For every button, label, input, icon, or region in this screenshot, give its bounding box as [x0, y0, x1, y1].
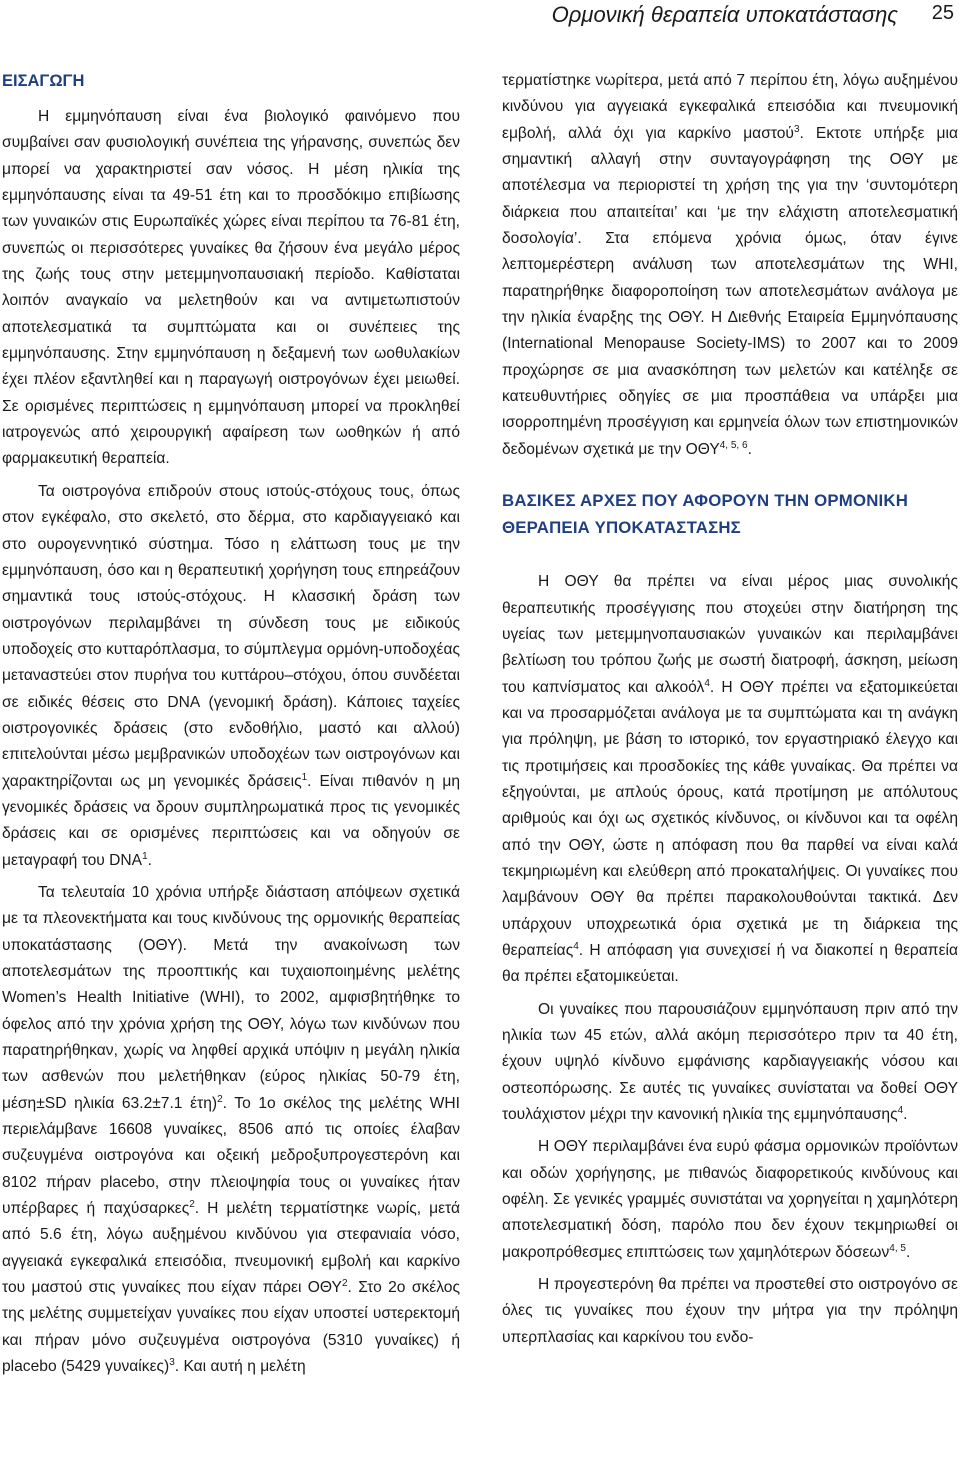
- reference-marker: 4: [704, 677, 710, 689]
- paragraph: Οι γυναίκες που παρουσιάζουν εμμηνόπαυση πριν από την ηλικία των 45 ετών, αλλά ακόμη περισσότερο πριν τα 40 έτη, έχουν υψηλό κίνδυνο εμφάνισης καρδιαγγειακής νόσου και οστεοπόρωσης. Σε αυτές τις γυναίκες συνίσταται να δοθεί ΟΘΥ τουλάχιστον μέχρι την κανονική ηλικία της εμμηνόπαυσης$^4$.: [502, 1000, 958, 1124]
- right-column: [502, 68, 958, 1351]
- reference-marker: 4, 5: [889, 1242, 906, 1254]
- section-heading-principles: ΒΑΣΙΚΕΣ ΑΡΧΕΣ ΠΟΥ ΑΦΟΡΟΥΝ ΤΗΝ ΟΡΜΟΝΙΚΗ ΘΕΡΑΠΕΙΑ ΥΠΟΚΑΤΑΣΤΑΣΗΣ: [502, 491, 909, 538]
- paragraph: Τα οιστρογόνα επιδρούν στους ιστούς-στόχους τους, όπως στον εγκέφαλο, στο σκελετό, στο δέρμα, στο καρδιαγγειακό και στο ουρογεννητικό σύστημα. Τόσο η ελάττωση τους με την εμμηνόπαυση, όσο και η θεραπευτική χορήγηση τους επηρεάζουν σημαντικά τους ιστούς-στόχους. Η κλασσική δράση των οιστρογόνων περιλαμβάνει τη σύνδεση τους με ειδικούς υποδοχείς στο κυτταρόπλασμα, το σύμπλεγμα ορμόνη-υποδοχέας μεταναστεύει στον πυρήνα του κυττάρου–στόχου, όπου συνδέεται σε ειδικές θέσεις στο DNA (γενομική δράση). Κάποιες ταχείες οιστρογονικές δράσεις (στο ενδοθήλιο, μαστό και αλλού) επιτελούνται μέσω μεμβρανικών υποδοχέων των οιστρογόνων και χαρακτηρίζονται ως μη γενομικές δράσεις$^1$. Είναι πιθανόν η μη γενομικές δράσεις να δρουν συμπληρωματικά προς τις γενομικές δράσεις και σε ορισμένες περιπτώσεις και να οδηγούν σε μεταγραφή του DNA$^1$.: [2, 482, 460, 869]
- reference-marker: 4, 5, 6: [719, 439, 748, 451]
- reference-marker: 4: [573, 940, 579, 952]
- paragraph: Η εμμηνόπαυση είναι ένα βιολογικό φαινόμενο που συμβαίνει σαν φυσιολογική συνέπεια της γήρανσης, συνεπώς δεν μπορεί να χαρακτηριστεί σαν νόσος. Η μέση ηλικία της εμμηνόπαυσης είναι τα 49-51 έτη και το προσδόκιμο επιβίωσης των γυναικών στις Ευρωπαϊκές χώρες είναι περίπου τα 76-81 έτη, συνεπώς οι περισσότερες γυναίκες θα ζήσουν ένα μεγάλο μέρος της ζωής τους στην μετεμμηνοπαυσιακή περίοδο. Καθίσταται λοιπόν αναγκαίο να μελετηθούν και να αντιμετωπιστούν αποτελεσματικά τα συμπτώματα και οι συνέπειες της εμμηνόπαυσης. Στην εμμηνόπαυση η δεξαμενή των ωοθυλακίων έχει πλέον εξαντληθεί και η παραγωγή οιστρογόνων έχει μειωθεί. Σε ορισμένες περιπτώσεις η εμμηνόπαυση μπορεί να προκληθεί ιατρογενώς από χειρουργική αφαίρεση των ωοθηκών ή από φαρμακευτική θεραπεία.: [2, 108, 460, 468]
- paragraph: Η ΟΘΥ περιλαμβάνει ένα ευρύ φάσμα ορμονικών προϊόντων και οδών χορήγησης, με πιθανώς διαφορετικούς κινδύνους και οφέλη. Σε γενικές γραμμές συνιστάται να χορηγείται η χαμηλότερη αποτελεσματική δόση, παρόλο που δεν έχουν τεκμηριωθεί οι μακροπρόθεσμες επιπτώσεις των χαμηλότερων δόσεων$^{4, 5}$.: [502, 1138, 958, 1261]
- reference-marker: 4: [897, 1104, 904, 1116]
- reference-marker: 2: [217, 1093, 223, 1105]
- paragraph: Τα τελευταία 10 χρόνια υπήρξε διάσταση απόψεων σχετικά με τα πλεονεκτήματα και τους κινδύνους της ορμονικής θεραπείας υποκατάστασης (ΟΘΥ). Μετά την ανακοίνωση των αποτελεσμάτων της προοπτικής και τυχαιοποιημένης μελέτης Women’s Health Initiative (WHI), το 2002, αμφισβητήθηκε το όφελος από την χρόνια χρήση της ΟΘΥ, λόγω των κινδύνων που παρατηρήθηκαν, χωρίς να ληφθεί αρχικά υπόψιν η μεγάλη ηλικία των ασθενών που μελετήθηκαν (εύρος ηλικίας 50-79 έτη, μέση±SD ηλικία 63.2±7.1 έτη)$^2$. Το 1ο σκέλος της μελέτης WHI περιελάμβανε 16608 γυναίκες, 8506 από τις οποίες έλαβαν συζευγμένα οιστρογόνα και οξεική μεδροξυπρογεστερόνη και 8102 πήραν placebo, στην πλειοψηφία τους οι γυναίκες ήταν υπέρβαρες ή παχύσαρκες$^2$. Η μελέτη τερματίστηκε νωρίς, μετά από 5.6 έτη, λόγω αυξημένου κινδύνου για στεφανιαία νόσο, αγγειακά εγκεφαλικά επεισόδια, πνευμονική εμβολή και καρκίνο του μαστού στις γυναίκες που είχαν πάρει ΟΘΥ$^2$. Στο 2ο σκέλος της μελέτης συμμετείχαν γυναίκες που είχαν υποστεί υστερεκτομή και πήραν μόνο συζευγμένα οιστρογόνα (5310 γυναίκες) ή placebo (5429 γυναίκες)$^3$. Και αυτή η μελέτη: [2, 883, 460, 1376]
- paragraph: τερματίστηκε νωρίτερα, μετά από 7 περίπου έτη, λόγω αυξημένου κινδύνου για αγγειακά εγκεφαλικά επεισόδια και πνευμονική εμβολή, αλλά όχι για καρκίνο μαστού$^3$. Εκτοτε υπήρξε μια σημαντική αλλαγή στην συνταγογράφηση της ΟΘΥ με αποτέλεσμα να περιοριστεί τη χρήση της για την ‘συντομότερη διάρκεια που απαιτείται’ και ‘με την ελάχιστη αποτελεσματική δοσολογία’. Στα επόμενα χρόνια όμως, όταν έγινε λεπτομερέστερη ανάλυση των αποτελεσμάτων της WHI, παρατηρήθηκε διαφοροποίηση των αποτελεσμάτων ανάλογα με την ηλικία έναρξης της ΟΘΥ. Η Διεθνής Εταιρεία Εμμηνόπαυσης (International Menopause Society-IMS) το 2007 και το 2009 προχώρησε σε μια ανασκόπηση των μελετών και κατέληξε σε κατευθυντήριες οδηγίες σε μια προσπάθεια να υπάρξει μια ισορροπημένη προσέγγιση και ερμηνεία όλων των επιστημονικών δεδομένων σχετικά με την ΟΘΥ$^{4, 5, 6}$.: [502, 72, 958, 458]
- reference-marker: 2: [189, 1198, 195, 1210]
- paragraph: Η ΟΘΥ θα πρέπει να είναι μέρος μιας συνολικής θεραπευτικής προσέγγισης που στοχεύει στην διατήρηση της υγείας των μετεμμηνοπαυσιακών γυναικών και περιλαμβάνει βελτίωση του τρόπου ζωής με σωστή διατροφή, άσκηση, μείωση του καπνίσματος και αλκοόλ$^4$. Η ΟΘΥ πρέπει να εξατομικεύεται και να προσαρμόζεται ανάλογα με τα συμπτώματα και τη ανάγκη για πρόληψη, με βάση το ιστορικό, τον εργαστηριακό έλεγχο και τις προτιμήσεις και προσδοκίες της κάθε γυναίκας. Θα πρέπει να εξηγούνται, με απλούς όρους, κατά προτίμηση με απόλυτους αριθμούς και όχι ως σχετικός κίνδυνος, οι κίνδυνοι και τα οφέλη από την ΟΘΥ, ώστε η απόφαση που θα παρθεί να είναι καλά τεκμηριωμένη και ελεύθερη από προκαταλήψεις. Οι γυναίκες που λαμβάνουν ΟΘΥ θα πρέπει παρακολουθούνται τακτικά. Δεν υπάρχουν υποχρεωτικά όρια σχετικά με τη διάρκεια της θεραπείας$^4$. Η απόφαση για συνεχισεί ή να διακοπεί η θεραπεία θα πρέπει εξατομικεύεται.: [502, 573, 958, 986]
- running-title: Ορμονική θεραπεία υποκατάστασης: [551, 2, 898, 27]
- paragraph: Η προγεστερόνη θα πρέπει να προστεθεί στο οιστρογόνο σε όλες τις γυναίκες που έχουν την μήτρα για την πρόληψη υπερπλασίας και καρκίνου του ενδο-: [502, 1276, 958, 1346]
- reference-marker: 1: [301, 771, 308, 783]
- reference-marker: 1: [142, 850, 148, 862]
- reference-marker: 3: [793, 123, 800, 135]
- left-column: [2, 68, 460, 1381]
- running-header: [0, 0, 960, 36]
- page-number: 25: [931, 2, 954, 24]
- section-heading-introduction: ΕΙΣΑΓΩΓΗ: [2, 72, 85, 90]
- reference-marker: 3: [169, 1356, 175, 1368]
- reference-marker: 2: [341, 1277, 348, 1289]
